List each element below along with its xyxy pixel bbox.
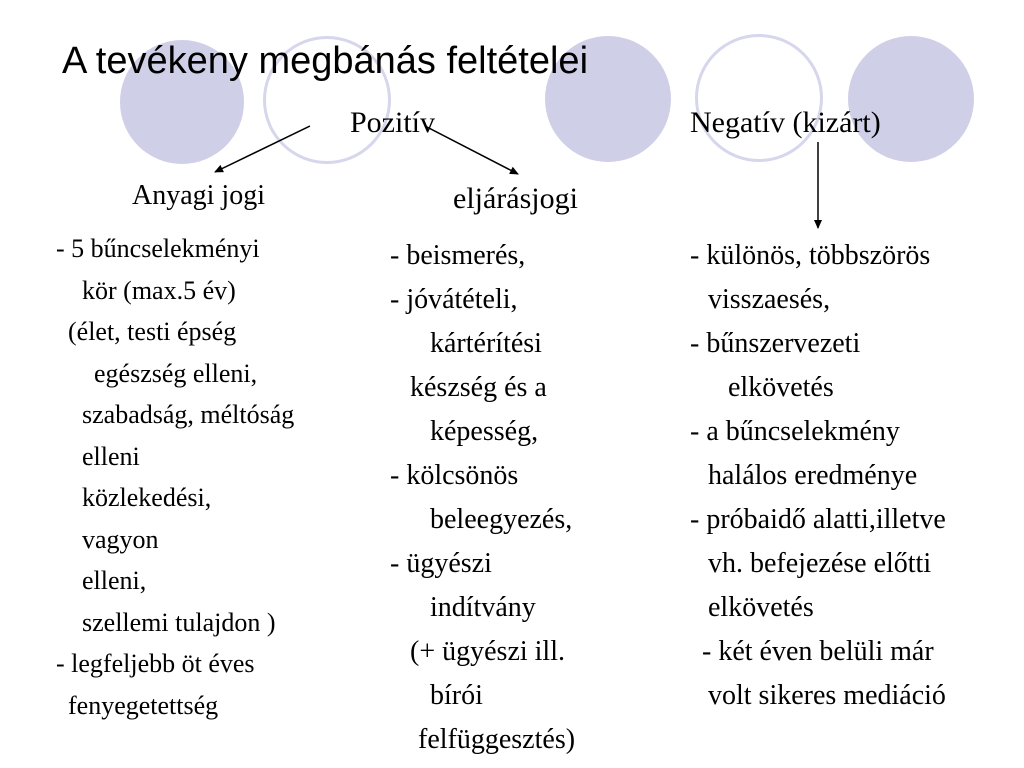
list-item: - legfeljebb öt éves [56,649,255,678]
list-item: készség és a [410,372,547,403]
list-item: elkövetés [708,592,814,623]
list-item: egészség elleni, [94,358,258,388]
list-item: - ügyészi [390,548,492,579]
list-item: felfüggesztés) [418,724,576,755]
list-item: bírói [430,680,483,711]
positive-header: Pozitív [350,106,436,139]
list-item: - beismerés, [390,240,526,271]
list-item: visszaesés, [708,284,831,315]
slide-title: A tevékeny megbánás feltételei [62,40,589,82]
list-item: - bűnszervezeti [690,328,861,359]
list-item: - a bűncselekmény [690,416,900,447]
list-item: - kölcsönös [390,460,519,491]
list-item: vagyon [82,524,159,554]
substantive-header: Anyagi jogi [132,180,265,211]
list-item: volt sikeres mediáció [708,680,946,711]
list-item: - két éven belüli már [702,636,934,667]
substantive-list [56,228,294,726]
list-item: szabadság, méltóság [82,400,295,429]
procedural-header: eljárásjogi [453,182,578,215]
negative-header: Negatív (kizárt) [690,106,881,139]
list-item: - jóvátételi, [390,284,518,315]
list-item: vh. befejezése előtti [708,548,932,579]
list-item: elleni, [82,566,147,595]
arrow-to-substantive [215,126,310,172]
list-item: indítvány [430,592,536,623]
list-item: - próbaidő alatti,illetve [690,504,946,535]
list-item: szellemi tulajdon ) [82,607,276,637]
list-item: - 5 bűncselekményi [56,234,260,263]
list-item: kártérítési [430,328,542,359]
list-item: kör (max.5 év) [82,275,236,305]
procedural-list [390,234,575,762]
list-item: halálos eredménye [708,460,918,491]
list-item: elkövetés [728,372,834,403]
list-item: (élet, testi épség [68,317,237,346]
list-item: - különös, többszörös [690,240,931,271]
list-item: közlekedési, [82,483,212,512]
list-item: fenyegetettség [68,690,219,720]
arrow-to-procedural [425,126,518,174]
list-item: beleegyezés, [430,504,573,535]
list-item: (+ ügyészi ill. [410,636,565,667]
negative-list [690,234,946,718]
list-item: képesség, [430,416,539,447]
list-item: elleni [82,441,140,471]
